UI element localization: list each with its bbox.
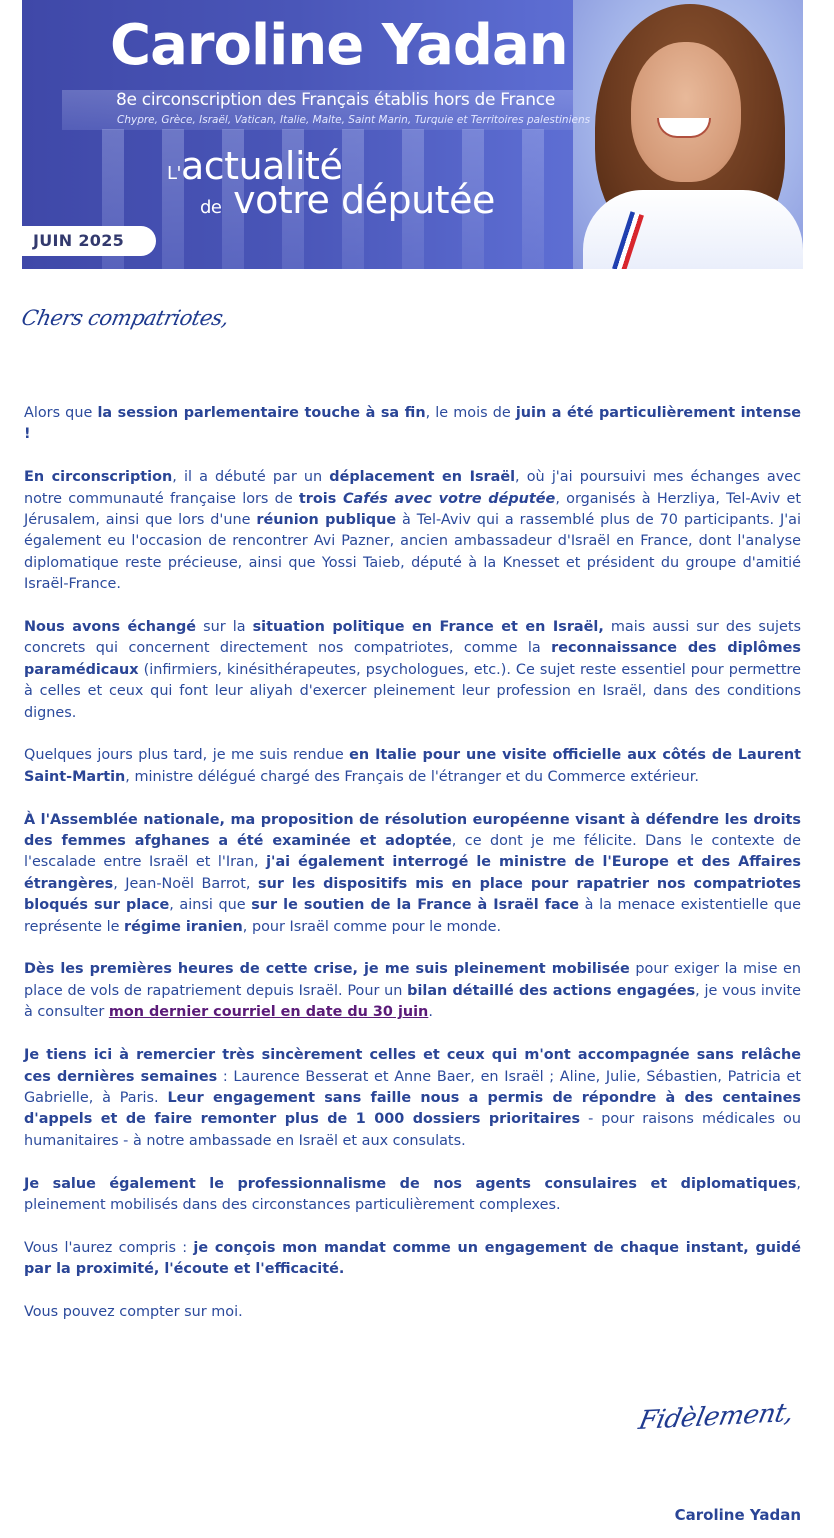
paragraph-7: Je tiens ici à remercier très sincèrement celles et ceux qui m'ont accompagnée sans relâche ces dernières semaines : Laurence Besserat et Anne Baer, en Israël ; Aline, Julie, Sébastien, Patricia et Gabrielle, à Paris. Leur engagement sans faille nous a permis de répondre à des centaines d'appels et de faire remonter plus de 1 000 dossiers prioritaires - pour raisons médicales ou humanitaires - à notre ambassade en Israël et aux consulats. <box>24 1047 801 1149</box>
paragraph-3: Nous avons échangé sur la situation politique en France et en Israël, mais aussi sur des sujets concrets qui concernent directement nos compatriotes, comme la reconnaissance des diplômes paramédicaux (infirmiers, kinésithérapeutes, psychologues, etc.). Ce sujet reste essentiel pour permettre à celles et ceux qui font leur aliyah d'exercer pleinement leur profession en Israël, dans des conditions dignes. <box>24 619 801 721</box>
portrait-face <box>631 42 741 182</box>
paragraph-9: Vous l'aurez compris : je conçois mon mandat comme un engagement de chaque instant, guidé par la proximité, l'écoute et l'efficacité. <box>24 1239 801 1278</box>
signature-name: Caroline Yadan <box>674 1506 801 1524</box>
banner-title: Caroline Yadan <box>110 13 568 78</box>
paragraph-8: Je salue également le professionnalisme de nos agents consulaires et diplomatiques, pleinement mobilisés dans des circonstances particulièrement complexes. <box>24 1175 801 1213</box>
banner-countries: Chypre, Grèce, Israël, Vatican, Italie, Malte, Saint Marin, Turquie et Territoires palestiniens <box>117 114 591 126</box>
paragraph-6: Dès les premières heures de cette crise, je me suis pleinement mobilisée pour exiger la mise en place de vols de rapatriement depuis Israël. Pour un bilan détaillé des actions engagées, je vous invite à consulter mon dernier courriel en date du 30 juin. <box>24 961 802 1021</box>
salutation-handwritten: Chers compatriotes, <box>19 306 232 330</box>
banner-subtitle: 8e circonscription des Français établis hors de France <box>116 90 555 110</box>
last-email-link[interactable]: mon dernier courriel en date du 30 juin <box>108 1004 429 1021</box>
newsletter-title-line1: L'actualité <box>167 144 343 188</box>
paragraph-4: Quelques jours plus tard, je me suis rendue en Italie pour une visite officielle aux côtés de Laurent Saint-Martin, ministre délégué chargé des Français de l'étranger et du Commerce extérieur. <box>24 747 801 785</box>
date-badge: JUIN 2025 <box>22 226 156 256</box>
closing-handwritten: Fidèlement, <box>636 1398 796 1436</box>
header-banner <box>22 0 803 269</box>
paragraph-2: En circonscription, il a débuté par un déplacement en Israël, où j'ai poursuivi mes échanges avec notre communauté française lors de trois Cafés avec votre députée, organisés à Herzliya, Tel-Aviv et Jérusalem, ainsi que lors d'une réunion publique à Tel-Aviv qui a rassemblé plus de 70 participants. J'ai également eu l'occasion de rencontrer Avi Pazner, ancien ambassadeur d'Israël en France, dont l'analyse diplomatique reste précieuse, ainsi que Yossi Taieb, député à la Knesset et président du groupe d'amitié Israël-France. <box>24 469 802 593</box>
paragraph-5: À l'Assemblée nationale, ma proposition de résolution européenne visant à défendre les droits des femmes afghanes a été examinée et adoptée, ce dont je me félicite. Dans le contexte de l'escalade entre Israël et l'Iran, j'ai également interrogé le ministre de l'Europe et des Affaires étrangères, Jean-Noël Barrot, sur les dispositifs mis en place pour rapatrier nos compatriotes bloqués sur place, ainsi que sur le soutien de la France à Israël face à la menace existentielle que représente le régime iranien, pour Israël comme pour le monde. <box>24 811 801 935</box>
paragraph-10: Vous pouvez compter sur moi. <box>24 1303 243 1320</box>
newsletter-title-line2: de votre députée <box>200 178 495 222</box>
paragraph-1: Alors que la session parlementaire touche à sa fin, le mois de juin a été particulièrement intense ! <box>24 405 802 443</box>
letter-body <box>24 403 801 1345</box>
